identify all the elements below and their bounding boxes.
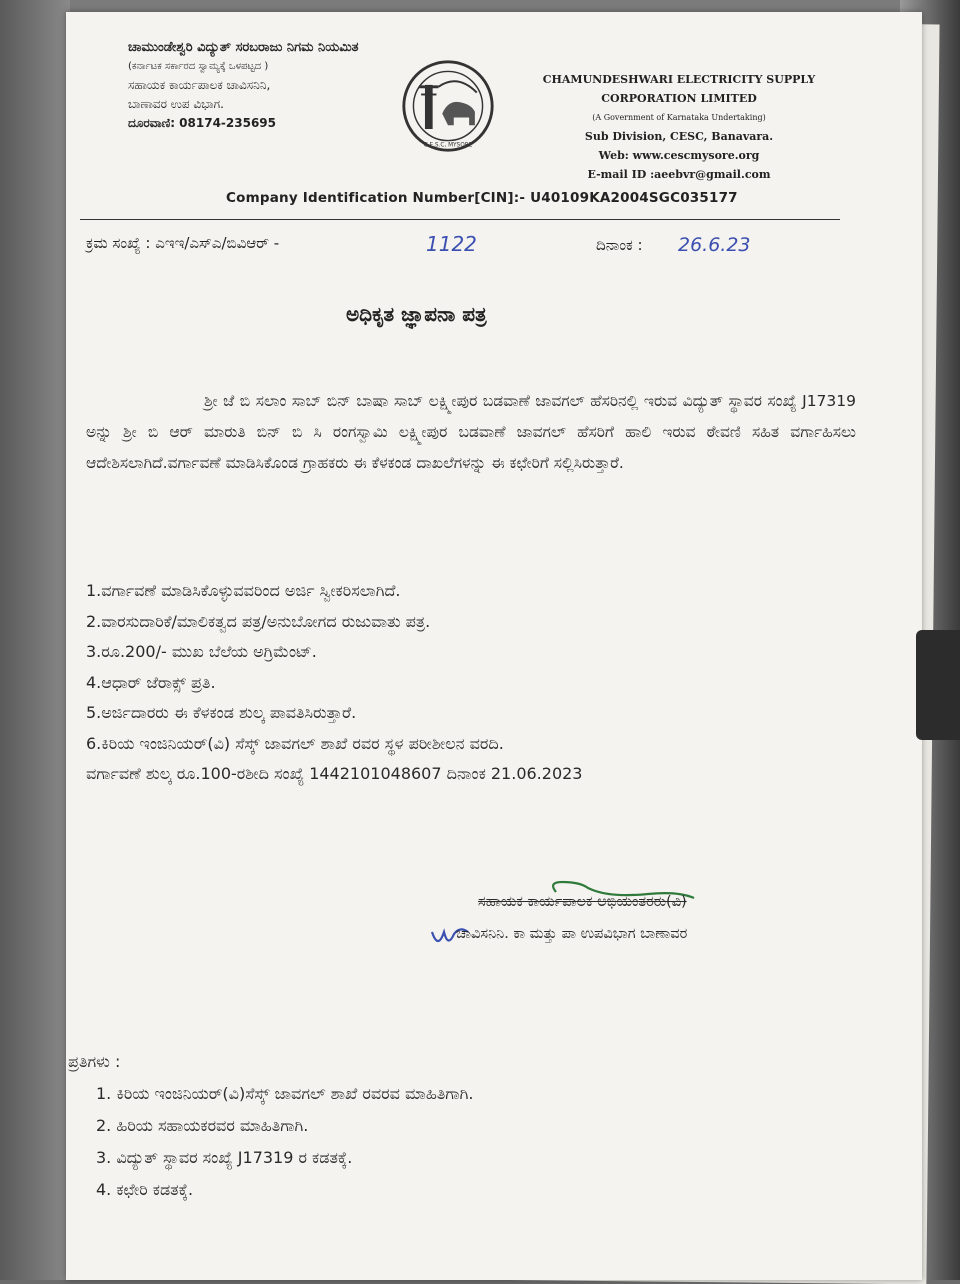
desk-left-edge bbox=[0, 0, 70, 1280]
letterhead-kn-line: ಸಹಾಯಕ ಕಾರ್ಯಪಾಲಕ ಚಾವಿಸನಿನಿ, bbox=[128, 78, 271, 92]
copy-item: 1. ಕಿರಿಯ ಇಂಜಿನಿಯರ್(ವಿ)ಸೆಸ್ಕ್ ಜಾವಗಲ್ ಶಾಖೆ ರವರವ ಮಾಹಿತಿಗಾಗಿ. bbox=[96, 1084, 474, 1103]
document-page bbox=[66, 12, 922, 1280]
letterhead-email: E-mail ID :aeebvr@gmail.com bbox=[587, 168, 771, 181]
list-item: 3.ರೂ.200/- ಮುಖ ಬೆಲೆಯ ಅಗ್ರಿಮೆಂಟ್. bbox=[86, 642, 317, 661]
copies-list bbox=[96, 1078, 816, 1206]
letterhead-web: Web: www.cescmysore.org bbox=[598, 149, 760, 162]
company-cin: Company Identification Number[CIN]:- U40109KA2004SGC035177 bbox=[226, 190, 738, 206]
date-label: ದಿನಾಂಕ : bbox=[596, 236, 643, 254]
signatory-designation: ಸಹಾಯಕ ಕಾರ್ಯಪಾಲಕ ಅಭಿಯಂತರರು(ವಿ) bbox=[478, 894, 687, 910]
letterhead-en-line: Sub Division, CESC, Banavara. bbox=[584, 130, 774, 143]
reference-number-handwritten: 1122 bbox=[426, 232, 477, 256]
reference-label: ಕ್ರಮ ಸಂಖ್ಯೆ : ಎಇಇ/ಎಸ್ಎ/ಬಿವಿಆರ್ - bbox=[86, 234, 280, 252]
documents-list bbox=[86, 576, 856, 790]
handwritten-signature bbox=[426, 868, 756, 958]
letterhead-en-line: (A Government of Karnataka Undertaking) bbox=[592, 113, 766, 122]
date-handwritten: 26.6.23 bbox=[678, 234, 751, 256]
list-item: 2.ವಾರಸುದಾರಿಕೆ/ಮಾಲಿಕತ್ವದ ಪತ್ರ/ಅನುಬೋಗದ ರುಜುವಾತು ಪತ್ರ. bbox=[86, 611, 431, 631]
document-title: ಅಧಿಕೃತ ಜ್ಞಾಪನಾ ಪತ್ರ bbox=[346, 302, 487, 326]
header-divider bbox=[80, 219, 840, 220]
letterhead-en-line: CHAMUNDESHWARI ELECTRICITY SUPPLY bbox=[542, 73, 816, 86]
copy-item: 2. ಹಿರಿಯ ಸಹಾಯಕರವರ ಮಾಹಿತಿಗಾಗಿ. bbox=[96, 1116, 309, 1135]
list-item: 4.ಆಧಾರ್ ಜೆರಾಕ್ಸ್ ಪ್ರತಿ. bbox=[86, 672, 216, 692]
letterhead-en-line: CORPORATION LIMITED bbox=[601, 92, 757, 105]
letterhead-english bbox=[534, 70, 824, 184]
list-item: 6.ಕಿರಿಯ ಇಂಜಿನಿಯರ್(ವಿ) ಸೆಸ್ಕ್ ಜಾವಗಲ್ ಶಾಖೆ ರವರ ಸ್ಥಳ ಪರೀಶೀಲನ ವರದಿ. bbox=[86, 733, 504, 753]
logo-text: C.E.S.C, MYSORE bbox=[423, 142, 473, 149]
signatory-office: ಚಾವಿಸನಿನಿ. ಕಾ ಮತ್ತು ಪಾ ಉಪವಿಭಾಗ ಬಾಣಾವರ bbox=[456, 926, 688, 942]
copies-heading: ಪ್ರತಿಗಳು : bbox=[68, 1052, 121, 1071]
fee-line: ವರ್ಗಾವಣೆ ಶುಲ್ಕ ರೂ.100-ರಶೀದಿ ಸಂಖ್ಯೆ 1442101048607 ದಿನಾಂಕ 21.06.2023 bbox=[86, 764, 583, 783]
letterhead-kn-line: (ಕರ್ನಾಟಕ ಸರ್ಕಾರದ ಸ್ವಾಮ್ಯಕ್ಕೆ ಒಳಪಟ್ಟದ ) bbox=[128, 61, 269, 72]
list-item: 1.ವರ್ಗಾವಣೆ ಮಾಡಿಸಿಕೊಳ್ಳುವವರಿಂದ ಅರ್ಜಿ ಸ್ವೀಕರಿಸಲಾಗಿದೆ. bbox=[86, 581, 401, 600]
body-paragraph: ಶ್ರೀ ಜೆ ಬಿ ಸಲಾಂ ಸಾಬ್ ಬಿನ್ ಬಾಷಾ ಸಾಬ್ ಲಕ್ಷ್ಮೀಪುರ ಬಡವಾಣೆ ಜಾವಗಲ್ ಹೆಸರಿನಲ್ಲಿ ಇರುವ ವಿದ್ಯುತ್ ಸ್ಥಾವರ ಸಂಖ್ಯೆ J17319 ಅನ್ನು ಶ್ರೀ ಬಿ ಆರ್ ಮಾರುತಿ ಬಿನ್ ಬಿ ಸಿ ರಂಗಸ್ವಾಮಿ ಲಕ್ಷ್ಮೀಪುರ ಬಡವಾಣೆ ಜಾವಗಲ್ ಹೆಸರಿಗೆ ಹಾಲಿ ಇರುವ ಠೇವಣಿ ಸಹಿತ ವರ್ಗಾಹಿಸಲು ಆದೇಶಿಸಲಾಗಿದೆ.ವರ್ಗಾವಣೆ ಮಾಡಿಸಿಕೊಂಡ ಗ್ರಾಹಕರು ಈ ಕೆಳಕಂಡ ದಾಖಲೆಗಳನ್ನು ಈ ಕಛೇರಿಗೆ ಸಲ್ಲಿಸಿರುತ್ತಾರೆ. bbox=[86, 392, 856, 472]
cesc-logo-icon bbox=[400, 58, 496, 154]
copy-item: 3. ವಿದ್ಯುತ್ ಸ್ಥಾವರ ಸಂಖ್ಯೆ J17319 ರ ಕಡತಕ್ಕೆ. bbox=[96, 1148, 353, 1167]
letterhead-kn-line: ಚಾಮುಂಡೇಶ್ವರಿ ವಿದ್ಯುತ್ ಸರಬರಾಜು ನಿಗಮ ನಿಯಮಿತ bbox=[128, 40, 359, 55]
letterhead-kn-line: ಬಾಣಾವರ ಉಪ ವಿಭಾಗ. bbox=[128, 97, 224, 111]
binder-clip bbox=[916, 630, 960, 740]
letterhead-kannada bbox=[128, 38, 368, 133]
copy-item: 4. ಕಛೇರಿ ಕಡತಕ್ಕೆ. bbox=[96, 1180, 194, 1199]
list-item: 5.ಅರ್ಜಿದಾರರು ಈ ಕೆಳಕಂಡ ಶುಲ್ಕ ಪಾವತಿಸಿರುತ್ತಾರೆ. bbox=[86, 703, 357, 722]
letterhead-phone: ದೂರವಾಣಿ: 08174-235695 bbox=[128, 116, 276, 130]
